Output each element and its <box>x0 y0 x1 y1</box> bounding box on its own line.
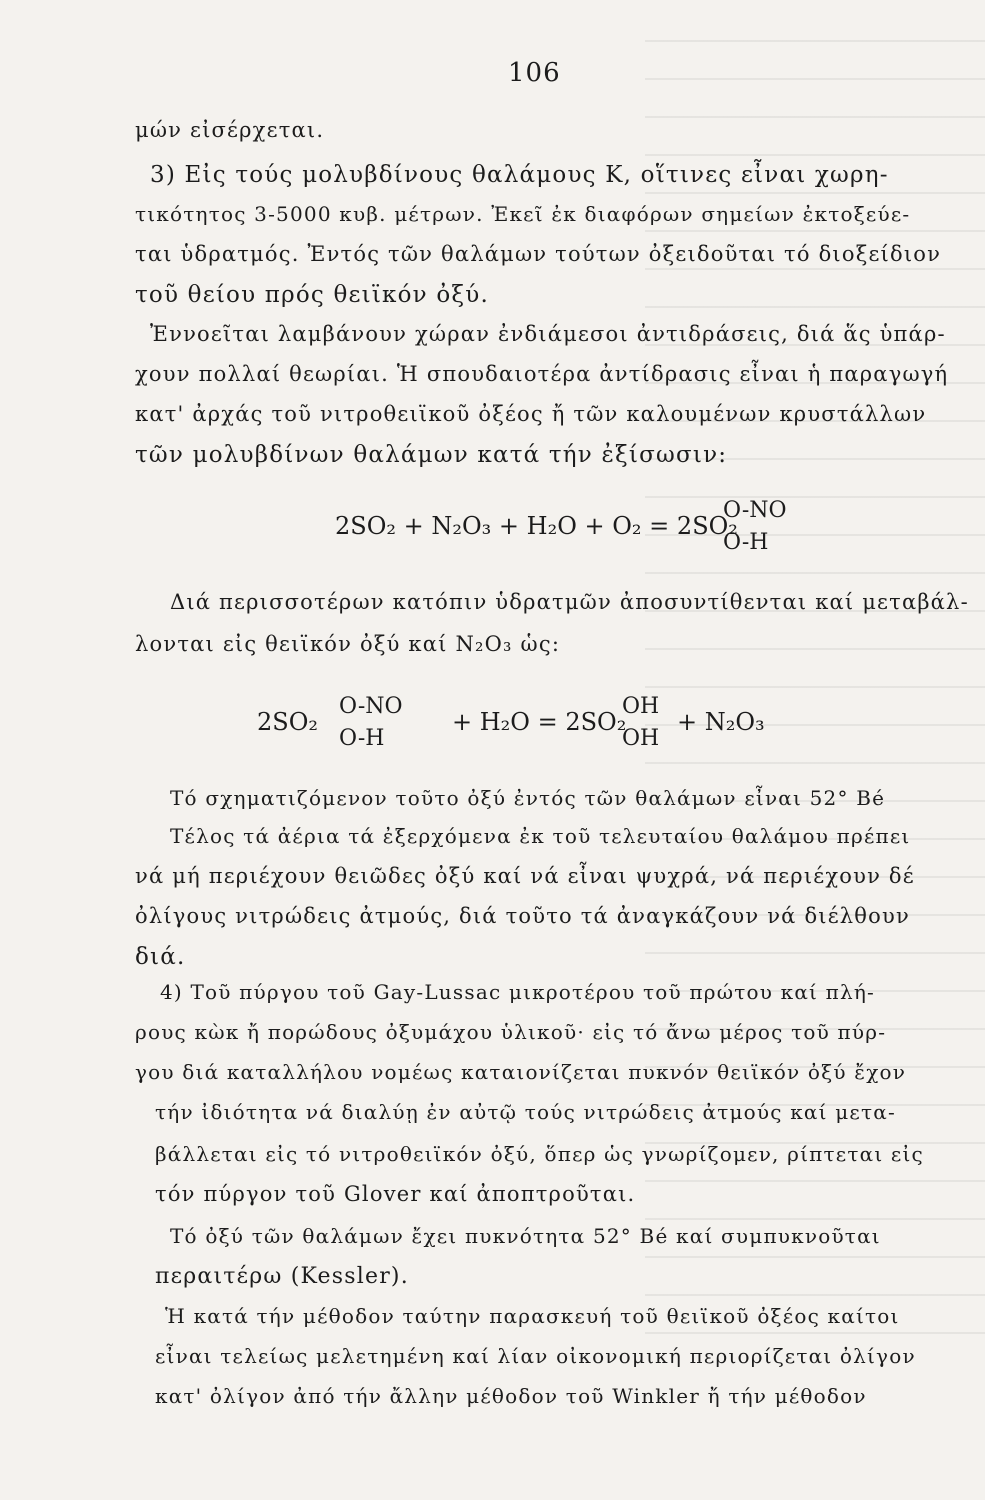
text-line: κατ' ἀρχάς τοῦ νιτροθειϊκοῦ ὀξέος ἤ τῶν καλουμένων κρυστάλλων <box>135 402 927 426</box>
equation-rhs-bottom: OH <box>622 726 660 751</box>
text-line: διά. <box>135 944 186 970</box>
text-line: ται ὑδρατμός. Ἐντός τῶν θαλάμων τούτων ὀξειδοῦται τό διοξείδιον <box>135 242 942 266</box>
equation-tail: + N₂O₃ <box>677 708 765 736</box>
equation-rhs-top: OH <box>622 694 660 719</box>
text-line: γου διά καταλλήλου νομέως καταιονίζεται πυκνόν θειϊκόν ὀξύ ἔχον <box>135 1060 907 1084</box>
equation-left: 2SO₂ + N₂O₃ + H₂O + O₂ = 2SO₂ <box>335 512 738 540</box>
equation-lhs-bottom: O-H <box>339 726 385 751</box>
equation-decomposition <box>257 694 765 751</box>
text-line: λονται εἰς θειϊκόν ὀξύ καί N₂O₃ ὡς: <box>135 632 561 656</box>
equation-lhs-top: O-NO <box>339 694 403 719</box>
text-line: τῶν μολυβδίνων θαλάμων κατά τήν ἐξίσωσιν: <box>135 442 728 468</box>
text-line: Ἡ κατά τήν μέθοδον ταύτην παρασκευή τοῦ θειϊκοῦ ὀξέος καίτοι <box>165 1304 900 1328</box>
text-line: κατ' ὀλίγον ἀπό τήν ἄλλην μέθοδον τοῦ Winkler ἤ τήν μέθοδον <box>155 1384 867 1408</box>
equation-middle: + H₂O = 2SO₂ <box>452 708 627 736</box>
text-line: τήν ἰδιότητα νά διαλύῃ ἐν αὐτῷ τούς νιτρώδεις ἀτμούς καί μετα- <box>155 1100 896 1124</box>
text-line: περαιτέρω (Kessler). <box>155 1264 409 1289</box>
text-line: τικότητος 3-5000 κυβ. μέτρων. Ἐκεῖ ἐκ διαφόρων σημείων ἐκτοξεύε- <box>135 202 911 226</box>
text-line: βάλλεται εἰς τό νιτροθειϊκόν ὀξύ, ὅπερ ὡς γνωρίζομεν, ρίπτεται εἰς <box>155 1142 924 1166</box>
text-line: Διά περισσοτέρων κατόπιν ὑδρατμῶν ἀποσυντίθενται καί μεταβάλ- <box>170 590 969 614</box>
text-line: Τέλος τά ἀέρια τά ἐξερχόμενα ἐκ τοῦ τελευταίου θαλάμου πρέπει <box>170 824 911 848</box>
text-line: χουν πολλαί θεωρίαι. Ἡ σπουδαιοτέρα ἀντίδρασις εἶναι ἡ παραγωγή <box>135 362 949 386</box>
text-line: τοῦ θείου πρός θειϊκόν ὀξύ. <box>135 282 489 308</box>
page-number: 106 <box>508 58 561 88</box>
text-line: Ἐννοεῖται λαμβάνουν χώραν ἐνδιάμεσοι ἀντιδράσεις, διά ἅς ὑπάρ- <box>150 322 946 346</box>
text-line: ρους κὼκ ἤ πορώδους ὀξυμάχου ὑλικοῦ· εἰς τό ἄνω μέρος τοῦ πύρ- <box>135 1020 887 1044</box>
text-line: 3) Εἰς τούς μολυβδίνους θαλάμους Κ, οἵτινες εἶναι χωρη- <box>150 162 889 188</box>
equation-lhs: 2SO₂ <box>257 708 319 736</box>
equation-branch-top: O-NO <box>723 498 787 523</box>
text-line: Τό ὀξύ τῶν θαλάμων ἔχει πυκνότητα 52° Bé καί συμπυκνοῦται <box>170 1224 881 1248</box>
text-line: ὀλίγους νιτρώδεις ἀτμούς, διά τοῦτο τά ἀναγκάζουν νά διέλθουν <box>135 904 910 928</box>
text-line: μών εἰσέρχεται. <box>135 118 325 142</box>
text-line: εἶναι τελείως μελετημένη καί λίαν οἰκονομική περιορίζεται ὀλίγον <box>155 1344 916 1368</box>
equation-branch-bottom: O-H <box>723 530 769 555</box>
text-line: Τό σχηματιζόμενον τοῦτο ὀξύ ἐντός τῶν θαλάμων εἶναι 52° Bé <box>170 786 886 810</box>
text-line: 4) Τοῦ πύργου τοῦ Gay-Lussac μικροτέρου τοῦ πρώτου καί πλή- <box>160 980 875 1004</box>
equation-chamber-reaction <box>335 498 816 555</box>
text-line: νά μή περιέχουν θειῶδες ὀξύ καί νά εἶναι ψυχρά, νά περιέχουν δέ <box>135 864 915 888</box>
text-line: τόν πύργον τοῦ Glover καί ἀποπτροῦται. <box>155 1182 636 1206</box>
